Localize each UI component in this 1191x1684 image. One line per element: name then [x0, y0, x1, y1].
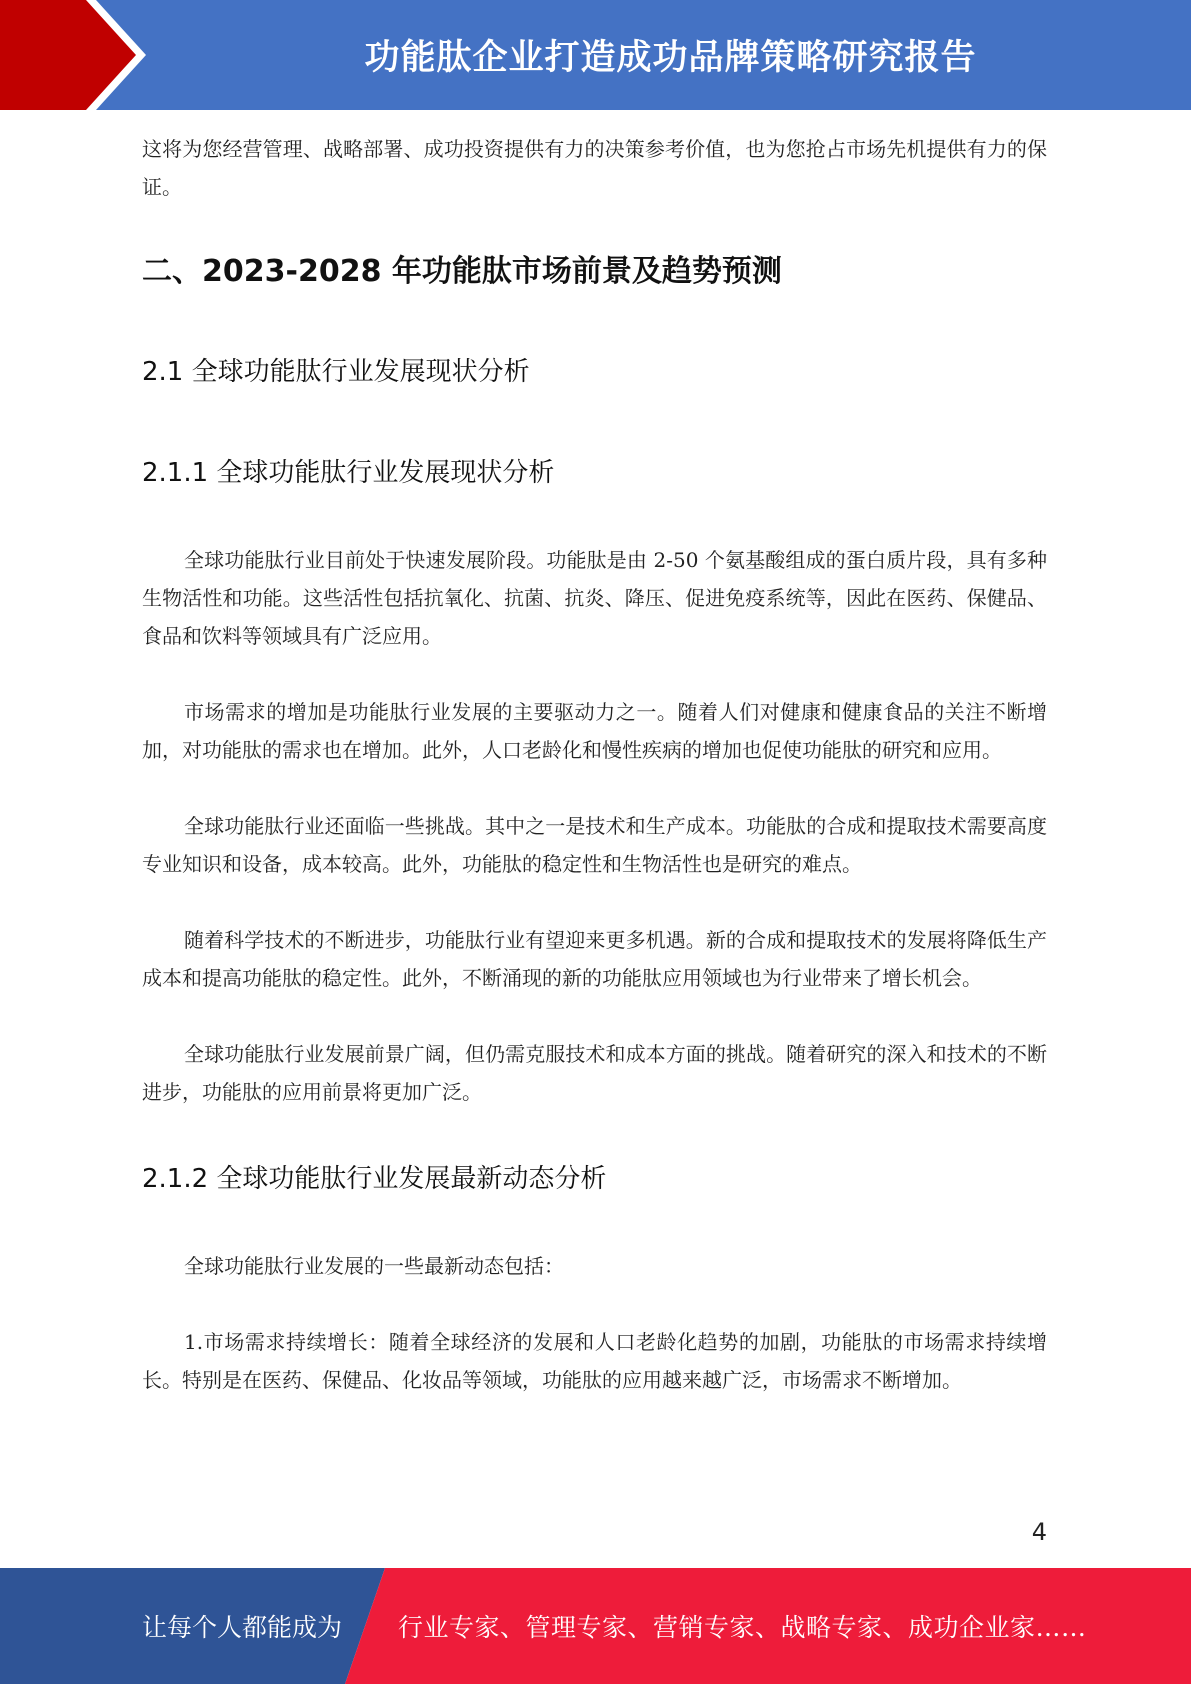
- header-arrow-graphic: [0, 0, 160, 110]
- paragraph: 全球功能肽行业发展前景广阔，但仍需克服技术和成本方面的挑战。随着研究的深入和技术的不断进步，功能肽的应用前景将更加广泛。: [142, 1042, 1047, 1104]
- document-title: 功能肽企业打造成功品牌策略研究报告: [364, 38, 977, 78]
- subsection-heading-2-1: 2.1 全球功能肽行业发展现状分析: [142, 357, 530, 387]
- intro-paragraph: 这将为您经营管理、战略部署、成功投资提供有力的决策参考价值，也为您抢占市场先机提供有力的保证。: [142, 137, 1047, 199]
- paragraph: 全球功能肽行业还面临一些挑战。其中之一是技术和生产成本。功能肽的合成和提取技术需要高度专业知识和设备，成本较高。此外，功能肽的稳定性和生物活性也是研究的难点。: [142, 814, 1047, 876]
- paragraph: 随着科学技术的不断进步，功能肽行业有望迎来更多机遇。新的合成和提取技术的发展将降低生产成本和提高功能肽的稳定性。此外，不断涌现的新的功能肽应用领域也为行业带来了增长机会。: [142, 928, 1047, 990]
- paragraph: 全球功能肽行业目前处于快速发展阶段。功能肽是由 2-50 个氨基酸组成的蛋白质片段，具有多种生物活性和功能。这些活性包括抗氧化、抗菌、抗炎、降压、促进免疫系统等，因此在医药、保健品、食品和饮料等领域具有广泛应用。: [142, 548, 1047, 648]
- footer-slogan-left: 让每个人都能成为: [142, 1613, 343, 1642]
- footer-banner: [0, 1568, 1191, 1684]
- subsection-heading-2-1-1: 2.1.1 全球功能肽行业发展现状分析: [142, 458, 555, 488]
- subsection-heading-2-1-2: 2.1.2 全球功能肽行业发展最新动态分析: [142, 1164, 607, 1194]
- page-number: 4: [1031, 1518, 1047, 1546]
- paragraph: 全球功能肽行业发展的一些最新动态包括：: [184, 1254, 564, 1278]
- page-content: [142, 130, 1047, 1399]
- footer-slogan-right: 行业专家、管理专家、营销专家、战略专家、成功企业家……: [398, 1613, 1087, 1642]
- header-banner: [0, 0, 1191, 110]
- section-heading: 二、2023-2028 年功能肽市场前景及趋势预测: [142, 254, 782, 289]
- paragraph: 市场需求的增加是功能肽行业发展的主要驱动力之一。随着人们对健康和健康食品的关注不断增加，对功能肽的需求也在增加。此外，人口老龄化和慢性疾病的增加也促使功能肽的研究和应用。: [142, 700, 1047, 762]
- paragraph: 1.市场需求持续增长：随着全球经济的发展和人口老龄化趋势的加剧，功能肽的市场需求持续增长。特别是在医药、保健品、化妆品等领域，功能肽的应用越来越广泛，市场需求不断增加。: [142, 1330, 1047, 1392]
